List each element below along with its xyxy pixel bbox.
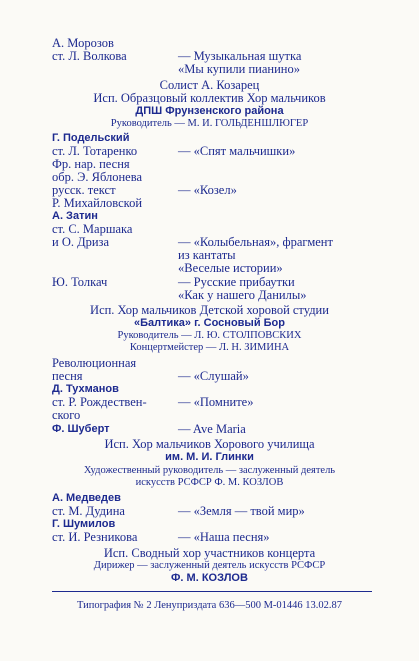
author-text: Фр. нар. песня	[52, 157, 130, 171]
work-title: — Ave Maria	[178, 422, 246, 436]
performer-text: Исп. Образцовый коллектив Хор мальчиков	[93, 91, 326, 105]
printer-imprint: Типография № 2 Ленуприздата 636—500 М-01446 13.02.87	[76, 600, 343, 611]
performer-text: искусств РСФСР Ф. М. КОЗЛОВ	[135, 477, 284, 488]
author-text: ского	[52, 408, 81, 422]
performer-text: Концертмейстер — Л. Н. ЗИМИНА	[129, 342, 290, 353]
author-text: и О. Дриза	[52, 235, 110, 249]
work-title: — «Спят мальчишки»	[178, 144, 296, 158]
author-text: Г. Шумилов	[52, 518, 116, 530]
author-text: А. Медведев	[52, 492, 121, 504]
author-text: ст. С. Маршака	[52, 222, 133, 236]
performer-text: Солист А. Козарец	[159, 78, 260, 92]
author-text: русск. текст	[52, 183, 116, 197]
performer-text: Художественный руководитель — заслуженный деятель	[83, 465, 336, 476]
performer-text: Ф. М. КОЗЛОВ	[171, 572, 248, 584]
performer-text: Дирижер — заслуженный деятель искусств РСФСР	[93, 560, 326, 571]
author-text: обр. Э. Яблонева	[52, 170, 143, 184]
performer-text: Исп. Хор мальчиков Хорового училища	[104, 437, 315, 451]
author-text: Революционная	[52, 356, 137, 370]
work-title: «Веселые истории»	[178, 261, 283, 275]
performer-text: Исп. Хор мальчиков Детской хоровой студии	[90, 303, 329, 317]
author-text: ст. М. Дудина	[52, 504, 125, 518]
author-text: ст. Л. Тотаренко	[52, 144, 138, 158]
author-text: Ф. Шуберт	[52, 423, 110, 435]
work-title: «Как у нашего Данилы»	[178, 288, 307, 302]
performer-text: ДПШ Фрунзенского района	[135, 105, 284, 117]
performer-text: им. М. И. Глинки	[165, 451, 254, 463]
author-text: Ю. Толкач	[52, 275, 108, 289]
work-title: — «Помните»	[178, 395, 254, 409]
author-text: Г. Подельский	[52, 132, 130, 144]
author-text: ст. И. Резникова	[52, 530, 138, 544]
work-title: из кантаты	[178, 248, 236, 262]
footer-rule	[52, 591, 372, 592]
author-text: А. Затин	[52, 210, 98, 222]
performer-text: Руководитель — М. И. ГОЛЬДЕНШЛЮГЕР	[110, 118, 309, 129]
author-text: А. Морозов	[52, 36, 114, 50]
author-text: ст. Р. Рождествен-	[52, 395, 147, 409]
work-title: «Мы купили пианино»	[178, 62, 300, 76]
work-title: — «Слушай»	[178, 369, 249, 383]
performer-text: Руководитель — Л. Ю. СТОЛПОВСКИХ	[117, 330, 302, 341]
work-title: — Русские прибаутки	[178, 275, 295, 289]
author-text: ст. Л. Волкова	[52, 49, 127, 63]
work-title: — «Наша песня»	[178, 530, 270, 544]
performer-text: Исп. Сводный хор участников концерта	[103, 546, 316, 560]
work-title: — Музыкальная шутка	[178, 49, 302, 63]
work-title: — «Земля — твой мир»	[178, 504, 305, 518]
author-text: песня	[52, 369, 83, 383]
performer-text: «Балтика» г. Сосновый Бор	[134, 317, 285, 329]
work-title: — «Козел»	[178, 183, 237, 197]
work-title: — «Колыбельная», фрагмент	[178, 235, 333, 249]
author-text: Д. Тухманов	[52, 383, 119, 395]
author-text: Р. Михайловской	[52, 196, 143, 210]
